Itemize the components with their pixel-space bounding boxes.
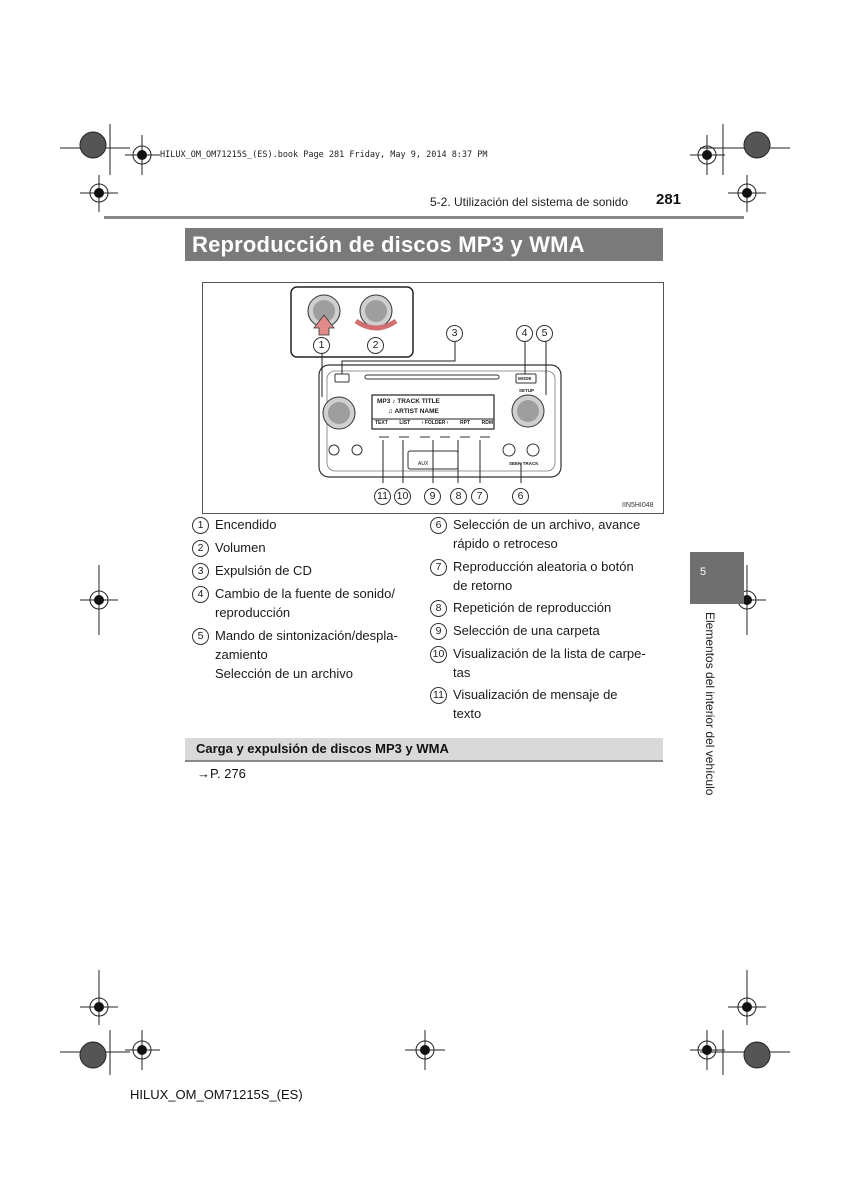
legend-item — [192, 561, 418, 580]
display-track-title: ♪ TRACK TITLE — [392, 398, 440, 405]
legend-num: 3 — [192, 563, 209, 580]
callout-4: 4 — [516, 325, 533, 342]
legend-item — [430, 644, 656, 682]
seek-label: SEEK·TRACK — [509, 461, 539, 466]
legend-num: 2 — [192, 540, 209, 557]
softkey-rpt[interactable]: RPT — [460, 420, 471, 426]
seek-forward-button — [527, 444, 539, 456]
legend-text: Encendido — [215, 517, 277, 532]
callout-11: 11 — [374, 488, 391, 505]
legend-item — [192, 515, 418, 534]
callout-6: 6 — [512, 488, 529, 505]
legend-text: Cambio de la fuente de sonido/ reproducción — [215, 586, 395, 620]
legend-num: 6 — [430, 517, 447, 534]
legend-text: Visualización de la lista de carpe- tas — [453, 646, 646, 680]
seek-back-button — [503, 444, 515, 456]
aux-label: AUX — [418, 461, 429, 467]
softkey-text[interactable]: TEXT — [375, 420, 388, 426]
legend-num: 9 — [430, 623, 447, 640]
section-label: 5-2. Utilización del sistema de sonido — [430, 195, 629, 209]
page-reference-link[interactable]: →P. 276 — [197, 766, 246, 781]
cd-slot — [365, 375, 499, 379]
print-info: HILUX_OM_OM71215S_(ES).book Page 281 Friday, May 9, 2014 8:37 PM — [160, 150, 488, 160]
legend-num: 8 — [430, 600, 447, 617]
legend-text: Selección de un archivo, avance rápido o retroceso — [453, 517, 641, 551]
figure-code: IIN5HI048 — [622, 502, 654, 509]
chapter-number: 5 — [700, 566, 707, 578]
subsection-title: Carga y expulsión de discos MP3 y WMA — [196, 741, 449, 756]
legend-text: Mando de sintonización/despla- zamiento Selección de un archivo — [215, 628, 398, 681]
callout-3: 3 — [446, 325, 463, 342]
mode-label: MODE — [518, 376, 532, 381]
header-rule — [104, 216, 744, 219]
callout-10: 10 — [394, 488, 411, 505]
display-artist-name: ♫ ARTIST NAME — [388, 408, 439, 415]
legend-text: Volumen — [215, 540, 266, 555]
softkey-list[interactable]: LIST — [399, 420, 411, 426]
display-mode: MP3 — [377, 398, 391, 405]
chapter-tab — [690, 552, 744, 604]
softkey-folder[interactable]: ‹ FOLDER › — [421, 420, 449, 426]
display-softkeys — [375, 420, 493, 426]
legend-text: Repetición de reproducción — [453, 600, 612, 615]
callout-5: 5 — [536, 325, 553, 342]
softkey-rdm[interactable]: RDM — [481, 420, 493, 426]
legend-num: 10 — [430, 646, 447, 663]
callout-7: 7 — [471, 488, 488, 505]
audio-unit-figure — [202, 282, 664, 514]
legend-item — [430, 515, 656, 553]
legend-text: Reproducción aleatoria o botón de retorno — [453, 559, 634, 593]
legend-item — [192, 626, 418, 683]
legend-num: 5 — [192, 628, 209, 645]
legend-item — [430, 685, 656, 723]
setup-label: SETUP — [519, 388, 535, 393]
callout-8: 8 — [450, 488, 467, 505]
legend-num: 11 — [430, 687, 447, 704]
page-number: 281 — [656, 191, 682, 208]
eject-button — [335, 374, 349, 382]
legend-text: Selección de una carpeta — [453, 623, 600, 638]
legend-item — [430, 598, 656, 617]
callout-1: 1 — [313, 337, 330, 354]
legend-num: 1 — [192, 517, 209, 534]
callout-9: 9 — [424, 488, 441, 505]
legend-item — [430, 557, 656, 595]
legend-item — [192, 538, 418, 557]
legend-text: Expulsión de CD — [215, 563, 312, 578]
footer: HILUX_OM_OM71215S_(ES) — [130, 1087, 303, 1102]
page-title: Reproducción de discos MP3 y WMA — [192, 232, 585, 257]
legend-num: 7 — [430, 559, 447, 576]
legend-text: Visualización de mensaje de texto — [453, 687, 618, 721]
callout-2: 2 — [367, 337, 384, 354]
legend-num: 4 — [192, 586, 209, 603]
chapter-label: Elementos del interior del vehículo — [703, 612, 717, 796]
legend-item — [192, 584, 418, 622]
legend-item — [430, 621, 656, 640]
